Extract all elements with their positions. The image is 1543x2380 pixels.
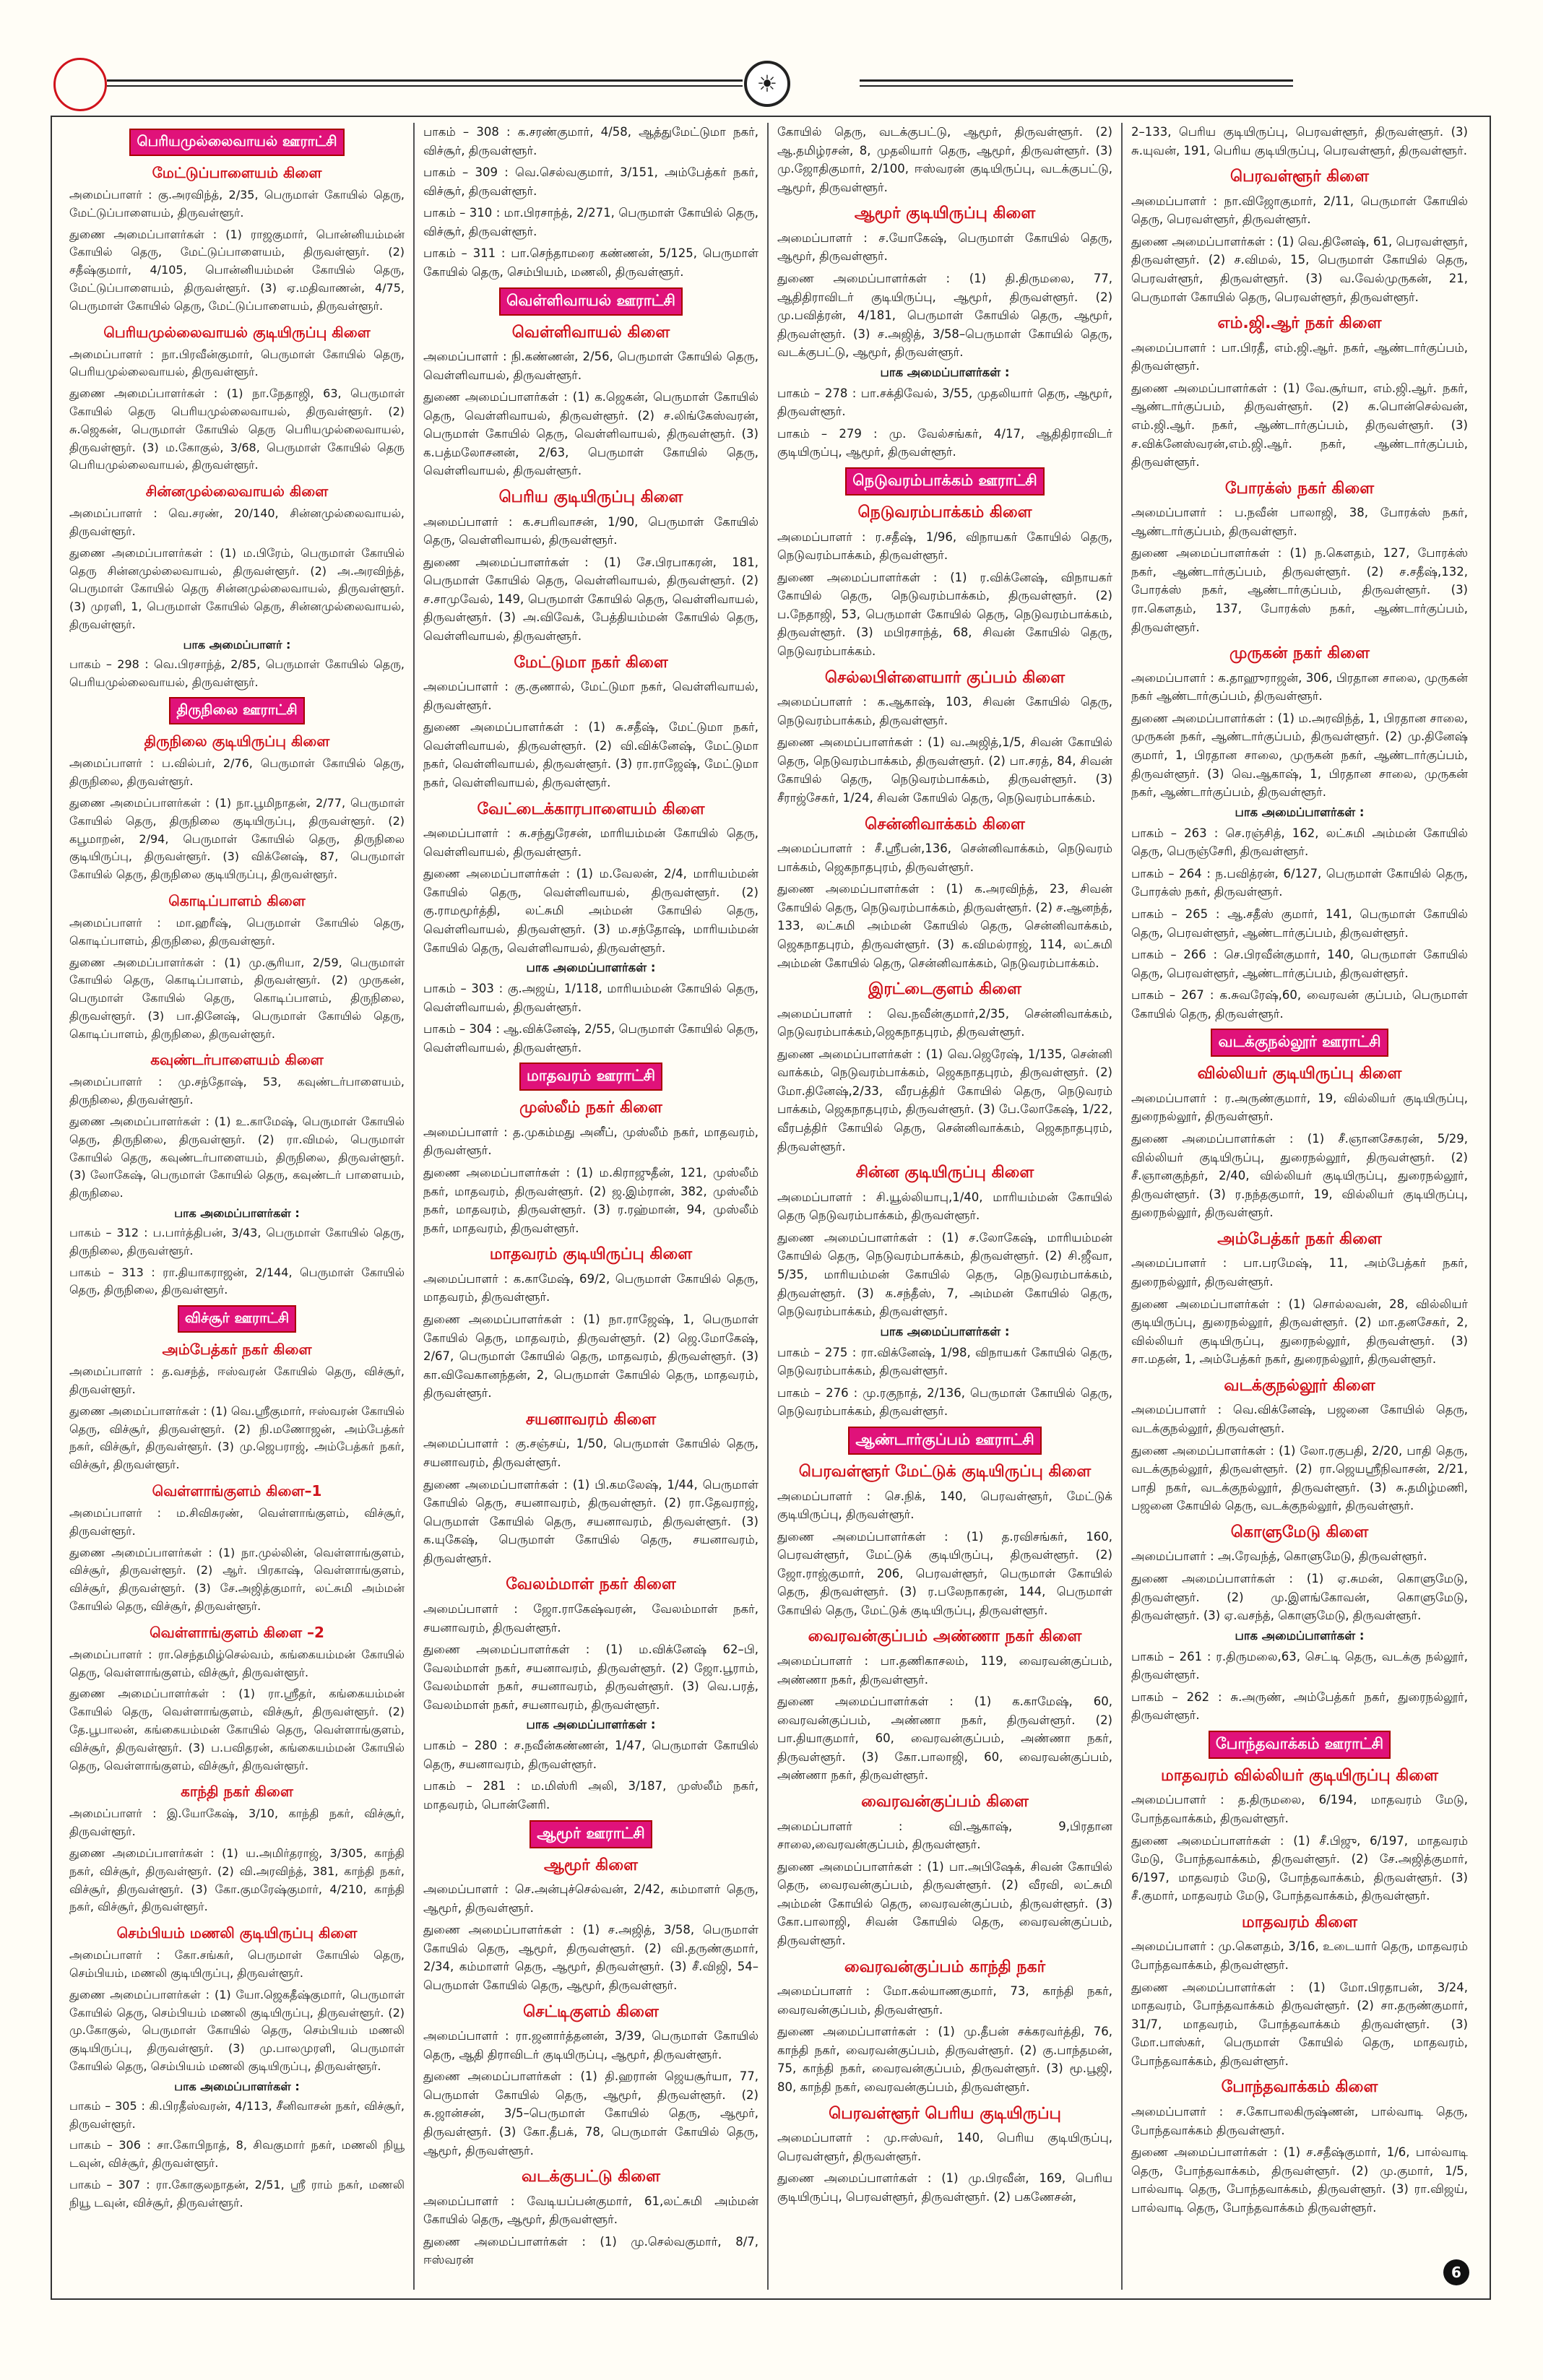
branch-heading: வெள்ளாங்குளம் கிளை–1 — [152, 1482, 322, 1500]
branch-heading: காந்தி நகர் கிளை — [181, 1783, 293, 1801]
member-entry: அமைப்பாளர் : கு.குணால், மேட்டுமா நகர், வெள்ளிவாயல், திருவள்ளூர். — [423, 680, 758, 712]
branch-heading: வெள்ளாங்குளம் கிளை –2 — [150, 1623, 324, 1641]
member-entry: அமைப்பாளர் : ரா.செந்தமிழ்செல்வம், கங்கையம்மன் கோயில் தெரு, வெள்ளாங்குளம், விச்சூர், திருவள்ளூர். — [69, 1647, 405, 1679]
member-entry: துணை அமைப்பாளர்கள் : (1) நா.முல்லின், வெள்ளாங்குளம், விச்சூர், திருவள்ளூர். (2) ஆர். பிரகாஷ், வெள்ளாங்குளம், விச்சூர், திருவள்ளூர். (3) சே.அஜித்குமார், லட்சுமி அம்மன் கோயில் தெரு, விச்சூர், திருவள்ளூர். — [69, 1545, 405, 1614]
page-number: 6 — [1443, 2259, 1469, 2285]
branch-heading: நெடுவரம்பாக்கம் கிளை — [857, 503, 1032, 522]
branch-block — [1131, 2077, 1468, 2217]
member-entry: துணை அமைப்பாளர்கள் : (1) ம.விக்னேஷ் 62–பி, வேலம்மாள் நகர், சயனாவரம், திருவள்ளூர். (2) ஜோ.பூராம், வேலம்மாள் நகர், சயனாவரம், திருவள்ளூர். (3) வெ.பரத், வேலம்மாள் நகர், சயனாவரம், திருவள்ளூர். — [423, 1643, 758, 1712]
booth-entry: பாகம் – 312 : ப.பார்த்திபன், 3/43, பெருமாள் கோயில் தெரு, திருநிலை, திருவள்ளூர். — [69, 1226, 405, 1258]
booth-entry: பாகம் – 265 : ஆ.சதீஸ் குமார், 141, பெருமாள் கோயில் தெரு, பெரவள்ளூர், ஆண்டார்குப்பம், திருவள்ளூர். — [1131, 906, 1468, 940]
branch-block — [777, 123, 1112, 196]
booth-organizers-subheading: பாக அமைப்பாளர்கள் : — [174, 1206, 300, 1221]
panchayat-banner: வெள்ளிவாயல் ஊராட்சி — [499, 287, 683, 316]
page-header — [51, 51, 1495, 116]
member-entry: அமைப்பாளர் : சி.யூல்லியாபு,1/40, மாரியம்மன் கோயில் தெரு நெடுவரம்பாக்கம், திருவள்ளூர். — [777, 1190, 1112, 1223]
branch-heading: முருகன் நகர் கிளை — [1229, 644, 1370, 663]
member-entry: அமைப்பாளர் : பா.பிரதீ, எம்.ஜி.ஆர். நகர், ஆண்டார்குப்பம், திருவள்ளூர். — [1131, 340, 1468, 373]
member-entry: அமைப்பாளர் : சு.சந்துரேசன், மாரியம்மன் கோயில் தெரு, வெள்ளிவாயல், திருவள்ளூர். — [423, 826, 758, 859]
branch-block — [777, 1957, 1112, 2097]
branch-block — [69, 323, 405, 475]
branch-block — [69, 1782, 405, 1916]
member-entry: அமைப்பாளர் : ப.நவீன் பாலாஜி, 38, போரக்ஸ் நகர், ஆண்டார்குப்பம், திருவள்ளூர். — [1131, 506, 1468, 538]
member-entry: அமைப்பாளர் : மு.கௌதம், 3/16, உடையார் தெரு, மாதவரம் போந்தவாக்கம், திருவள்ளூர். — [1131, 1939, 1468, 1972]
member-entry: அமைப்பாளர் : மா.ஹரீஷ், பெருமாள் கோயில் தெரு, கொடிப்பாளம், திருநிலை, திருவள்ளூர். — [69, 915, 405, 948]
booth-entry: பாகம் – 266 : செ.பிரவீன்குமார், 140, பெருமாள் கோயில் தெரு, பெரவள்ளூர், ஆண்டார்குப்பம், திருவள்ளூர். — [1131, 948, 1468, 980]
member-entry: அமைப்பாளர் : வேடியப்பன்குமார், 61,லட்சுமி அம்மன் கோயில் தெரு, ஆமூர், திருவள்ளூர். — [423, 2194, 758, 2227]
booth-entry: பாகம் – 304 : ஆ.விக்னேஷ், 2/55, பெருமாள் கோயில் தெரு, வெள்ளிவாயல், திருவள்ளூர். — [423, 1022, 758, 1055]
branch-block — [423, 800, 758, 1057]
branch-heading: செல்லபிள்ளையார் குப்பம் கிளை — [824, 668, 1066, 687]
branch-block — [69, 1050, 405, 1299]
member-entry: அமைப்பாளர் : க.தாஹுராஜன், 306, பிரதான சாலை, முருகன் நகர் ஆண்டார்குப்பம், திருவள்ளூர். — [1131, 670, 1468, 704]
panchayat-banner: திருநிலை ஊராட்சி — [169, 697, 304, 724]
booth-entry: பாகம் – 262 : சு.அருண், அம்பேத்கர் நகர், துரைநல்லூர், திருவள்ளூர். — [1131, 1689, 1468, 1723]
booth-entry: பாகம் – 279 : மு. வேல்சங்கர், 4/17, ஆதிதிராவிடர் குடியிருப்பு, ஆமூர், திருவள்ளூர். — [777, 426, 1112, 459]
panchayat-banner: விச்சூர் ஊராட்சி — [178, 1305, 296, 1333]
member-entry: அமைப்பாளர் : ச.யோகேஷ், பெருமாள் கோயில் தெரு, ஆமூர், திருவள்ளூர். — [777, 230, 1112, 264]
member-entry: துணை அமைப்பாளர்கள் : (1) பா.அபிஷேக், சிவன் கோயில் தெரு, வைரவன்குப்பம், திருவள்ளூர். (2) வீரவி, லட்சுமி அம்மன் கோயில் தெரு, வைரவன்குப்பம், திருவள்ளூர். (3) கோ.பாலாஜி, சிவன் கோயில் தெரு, வைரவன்குப்பம், திருவள்ளூர். — [777, 1859, 1112, 1947]
member-entry: துணை அமைப்பாளர்கள் : (1) உ.காமேஷ், பெருமாள் கோயில் தெரு, திருநிலை, திருவள்ளூர். (2) ரா.விமல், பெருமாள் கோயில் தெரு, கவுண்டர்பாளையம், திருநிலை, திருவள்ளூர். (3) லோகேஷ், பெருமாள் கோயில் தெரு, கவுண்டர் பாளையம், திருநிலை. — [69, 1115, 405, 1200]
branch-block — [69, 1924, 405, 2212]
booth-organizers-subheading: பாக அமைப்பாளர்கள் : — [880, 1324, 1010, 1338]
member-entry: துணை அமைப்பாளர்கள் : (1) சீ.ஞானசேகரன், 5/29, வில்லியர் குடியிருப்பு, துரைநல்லூர், திருவள்ளூர். (2) சீ.ஞானகுந்தர், 2/40, வில்லியர் குடியிருப்பு, துரைநல்லூர், திருவள்ளூர். (3) ர.நந்தகுமார், 19, வில்லியர் குடியிருப்பு, துரைநல்லூர், திருவள்ளூர். — [1131, 1132, 1468, 1220]
booth-entry: பாகம் – 298 : வெ.பிரசாந்த், 2/85, பெருமாள் கோயில் தெரு, பெரியமுல்லைவாயல், திருவள்ளூர். — [69, 657, 405, 689]
booth-entry: பாகம் – 275 : ரா.விக்னேஷ், 1/98, விநாயகர் கோயில் தெரு, நெடுவரம்பாக்கம், திருவள்ளூர். — [777, 1345, 1112, 1378]
booth-entry: பாகம் – 261 : ர.திருமலை,63, செட்டி தெரு, வடக்கு நல்லூர், திருவள்ளூர். — [1131, 1649, 1468, 1682]
branch-block — [423, 2002, 758, 2160]
booth-entry: பாகம் – 305 : கி.பிரதீஸ்வரன், 4/113, சீனிவாசன் நகர், விச்சூர், திருவள்ளூர். — [69, 2098, 405, 2131]
member-entry: துணை அமைப்பாளர்கள் : (1) ம.பிரேம், பெருமாள் கோயில் தெரு சின்னமுல்லைவாயல், திருவள்ளூர். (2) அ.அரவிந்த், பெருமாள் கோயில் தெரு சின்னமுல்லைவாயல், திருவள்ளூர். (3) முரளி, 1, பெருமாள் கோயில் தெரு, சின்னமுல்லைவாயல், திருவள்ளூர். — [69, 545, 405, 631]
branch-block — [1131, 123, 1468, 160]
booth-organizers-subheading: பாக அமைப்பாளர்கள் : — [526, 1718, 656, 1732]
member-entry: அமைப்பாளர் : ரா.ஜனார்த்தனன், 3/39, பெருமாள் கோயில் தெரு, ஆதி திராவிடர் குடியிருப்பு, ஆமூர், திருவள்ளூர். — [423, 2029, 758, 2061]
member-entry: துணை அமைப்பாளர்கள் : (1) நா.நேதாஜி, 63, பெருமாள் கோயில் தெரு பெரியமுல்லைவாயல், திருவள்ளூர். (2) சு.ஜெகன், பெருமாள் கோயில் தெரு பெரியமுல்லைவாயல், திருவள்ளூர். (3) ம.கோகுல், 3/68, பெருமாள் கோயில் தெரு பெரியமுல்லைவாயல், திருவள்ளூர். — [69, 386, 405, 472]
branch-block — [1131, 1523, 1468, 1725]
member-entry: துணை அமைப்பாளர்கள் : (1) மு.செல்வகுமார், 8/7, ஈஸ்வரன் — [423, 2234, 758, 2267]
member-entry: துணை அமைப்பாளர்கள் : (1) ம.வேலன், 2/4, மாரியம்மன் கோயில் தெரு, வெள்ளிவாயல், திருவள்ளூர். (2) கு.ராமமூர்த்தி, லட்சுமி அம்மன் கோயில் தெரு, வெள்ளிவாயல், திருவள்ளூர். (3) ம.சந்தோஷ், மாரியம்மன் கோயில் தெரு, வெள்ளிவாயல், திருவள்ளூர். — [423, 867, 758, 955]
branch-block — [1131, 1229, 1468, 1369]
member-entry: துணை அமைப்பாளர்கள் : (1) ச.அஜித், 3/58, பெருமாள் கோயில் தெரு, ஆமூர், திருவள்ளூர். (2) வி.தருண்குமார், 2/34, கம்மாளர் தெரு, ஆமூர், திருவள்ளூர். (3) சீ.விஜி, 54–பெருமாள் கோயில் தெரு, ஆமூர், திருவள்ளூர். — [423, 1923, 758, 1992]
branch-block — [423, 2167, 758, 2269]
member-entry: துணை அமைப்பாளர்கள் : (1) ர.விக்னேஷ், விநாயகர் கோயில் தெரு, நெடுவரம்பாக்கம், திருவள்ளூர். (2) ப.நேதாஜி, 53, பெருமாள் கோயில் தெரு, நெடுவரம்பாக்கம், திருவள்ளூர். (3) மபிரசாந்த், 68, சிவன் கோயில் தெரு, நெடுவரம்பாக்கம். — [777, 570, 1112, 658]
branch-heading: எம்.ஜி.ஆர் நகர் கிளை — [1217, 314, 1382, 333]
branch-block — [69, 1623, 405, 1775]
member-entry: அமைப்பாளர் : வெ.விக்னேஷ், பஜனை கோயில் தெரு, வடக்குநல்லூர், திருவள்ளூர். — [1131, 1403, 1468, 1435]
member-entry: அமைப்பாளர் : மோ.கல்யாணகுமார், 73, காந்தி நகர், வைரவன்குப்பம், திருவள்ளூர். — [777, 1984, 1112, 2017]
member-entry: துணை அமைப்பாளர்கள் : (1) மு.பிரவீன், 169, பெரிய குடியிருப்பு, பெரவள்ளூர், திருவள்ளூர். (2) பகணேசன், — [777, 2171, 1112, 2204]
branch-heading: இரட்டைகுளம் கிளை — [868, 980, 1021, 999]
branch-block — [1131, 1913, 1468, 2071]
member-entry: துணை அமைப்பாளர்கள் : (1) லோ.ரகுபதி, 2/20, பாதி தெரு, வடக்குநல்லூர், திருவள்ளூர். (2) ரா.ஜெயஸ்ரீநிவாசன், 2/21, பாதி நகர், வடக்குநல்லூர், திருவள்ளூர். (3) சு.தமிழ்மணி, பஜனை கோயில் தெரு, வடக்குநல்லூர், திருவள்ளூர். — [1131, 1443, 1468, 1513]
member-entry: அமைப்பாளர் : கு.சஞ்சய், 1/50, பெருமாள் கோயில் தெரு, சயனாவரம், திருவள்ளூர். — [423, 1437, 758, 1469]
branch-heading: போரக்ஸ் நகர் கிளை — [1224, 479, 1375, 498]
member-entry: துணை அமைப்பாளர்கள் : (1) தி.ஹரான் ஜெயசூர்யா, 77, பெருமாள் கோயில் தெரு, ஆமூர், திருவள்ளூர். (2) சு.ஜான்சன், 3/5–பெருமாள் கோயில் தெரு, ஆமூர், திருவள்ளூர். (3) கோ.தீபக், 78, பெருமாள் கோயில் தெரு, ஆமூர், திருவள்ளூர். — [423, 2069, 758, 2158]
member-entry: அமைப்பாளர் : நா.பிரவீன்குமார், பெருமாள் கோயில் தெரு, பெரியமுல்லைவாயல், திருவள்ளூர். — [69, 347, 405, 379]
sun-rising-icon: ☀ — [744, 61, 790, 107]
member-entry: துணை அமைப்பாளர்கள் : (1) க.ஜெகன், பெருமாள் கோயில் தெரு, வெள்ளிவாயல், திருவள்ளூர். (2) ச.லிங்கேஸ்வரன், பெருமாள் கோயில் தெரு, வெள்ளிவாயல், திருவள்ளூர். (3) க.பத்மலோசனன், 2/63, பெருமாள் கோயில் தெரு, வெள்ளிவாயல், திருவள்ளூர். — [423, 390, 758, 478]
header-rule-left-thin — [107, 85, 743, 87]
branch-block — [777, 1462, 1112, 1620]
member-entry: துணை அமைப்பாளர்கள் : (1) சீ.பிஜு, 6/197, மாதவரம் மேடு, போந்தவாக்கம், திருவள்ளூர். (2) சே.அஜித்குமார், 6/197, மாதவரம் மேடு, போந்தவாக்கம், திருவள்ளூர். (3) சீ.குமார், மாதவரம் மேடு, போந்தவாக்கம், திருவள்ளூர். — [1131, 1833, 1468, 1903]
member-entry: கோயில் தெரு, வடக்குபட்டு, ஆமூர், திருவள்ளூர். (2) ஆ.தமிழ்ரசன், 8, முதலியார் தெரு, ஆமூர், திருவள்ளூர். (3) மு.ஜோதிகுமார், 2/100, ஈஸ்வரன் குடியிருப்பு, வடக்குபட்டு, ஆமூர், திருவள்ளூர். — [777, 125, 1112, 194]
branch-block — [777, 979, 1112, 1156]
member-entry: துணை அமைப்பாளர்கள் : (1) ந.கௌதம், 127, போரக்ஸ் நகர், ஆண்டார்குப்பம், திருவள்ளூர். (2) ச.சதீஷ்,132, போரக்ஸ் நகர், ஆண்டார்குப்பம், திருவள்ளூர். (3) ரா.கௌதம், 137, போரக்ஸ் நகர், ஆண்டார்குப்பம், திருவள்ளூர். — [1131, 546, 1468, 634]
booth-organizers-subheading: பாக அமைப்பாளர்கள் : — [1235, 805, 1365, 819]
member-entry: துணை அமைப்பாளர்கள் : (1) சே.பிரபாகரன், 181, பெருமாள் கோயில் தெரு, வெள்ளிவாயல், திருவள்ளூர். (2) ச.சாமுவேல், 149, பெருமாள் கோயில் தெரு, வெள்ளிவாயல், திருவள்ளூர். (3) அ.விவேக், பேத்தியம்மன் கோயில் தெரு, வெள்ளிவாயல், திருவள்ளூர். — [423, 555, 758, 643]
member-entry: துணை அமைப்பாளர்கள் : (1) ராஜகுமார், பொன்னியம்மன் கோயில் தெரு, மேட்டுப்பாளையம், திருவள்ளூர். (2) சதீஷ்குமார், 4/105, பொன்னியம்மன் கோயில் தெரு, மேட்டுப்பாளையம், திருவள்ளூர். (3) ஏ.மதிவாணன், 4/75, பெருமாள் கோயில் தெரு, மேட்டுப்பாளையம், திருவள்ளூர். — [69, 227, 405, 313]
member-entry: அமைப்பாளர் : க.ஆகாஷ், 103, சிவன் கோயில் தெரு, நெடுவரம்பாக்கம், திருவள்ளூர். — [777, 695, 1112, 727]
member-entry: அமைப்பாளர் : இ.யோகேஷ், 3/10, காந்தி நகர், விச்சூர், திருவள்ளூர். — [69, 1806, 405, 1839]
member-entry: துணை அமைப்பாளர்கள் : (1) மோ.பிரதாபன், 3/24, மாதவரம், போந்தவாக்கம் திருவள்ளூர். (2) சா.தருண்குமார், 31/7, மாதவரம், போந்தவாக்கம் திருவள்ளூர். (3) மோ.பாஸ்கர், பெருமாள் கோயில் தெரு, மாதவரம், போந்தவாக்கம், திருவள்ளூர். — [1131, 1980, 1468, 2068]
member-entry: அமைப்பாளர் : த.வசந்த், ஈஸ்வரன் கோயில் தெரு, விச்சூர், திருவள்ளூர். — [69, 1364, 405, 1397]
branch-heading: வேலம்மாள் நகர் கிளை — [506, 1575, 676, 1594]
member-entry: அமைப்பாளர் : க.சபரிவாசன், 1/90, பெருமாள் கோயில் தெரு, வெள்ளிவாயல், திருவள்ளூர். — [423, 514, 758, 548]
branch-heading: வடக்குபட்டு கிளை — [522, 2168, 660, 2186]
branch-heading: வேட்டைக்காரபாளையம் கிளை — [477, 800, 705, 818]
column-1 — [61, 123, 415, 2290]
column-2 — [415, 123, 769, 2290]
branch-heading: பெரிய குடியிருப்பு கிளை — [498, 488, 683, 507]
branch-block — [423, 123, 758, 282]
column-4 — [1123, 123, 1477, 2290]
branch-block — [69, 1340, 405, 1474]
branch-block — [423, 1098, 758, 1237]
booth-entry: பாகம் – 276 : மு.ரகுநாத், 2/136, பெருமாள் கோயில் தெரு, நெடுவரம்பாக்கம், திருவள்ளூர். — [777, 1385, 1112, 1419]
member-entry: துணை அமைப்பாளர்கள் : (1) ச.சதீஷ்குமார், 1/6, பால்வாடி தெரு, போந்தவாக்கம், திருவள்ளூர். (2) மு.குமார், 1/5, பால்வாடி தெரு, போந்தவாக்கம், திருவள்ளூர். (3) ரா.விஜய், பால்வாடி தெரு, போந்தவாக்கம் திருவள்ளூர். — [1131, 2145, 1468, 2215]
member-entry: துணை அமைப்பாளர்கள் : (1) வே.சூர்யா, எம்.ஜி.ஆர். நகர், ஆண்டார்குப்பம், திருவள்ளூர். (2) க.பொன்செல்வன், எம்.ஜி.ஆர். நகர், ஆண்டார்குப்பம், திருவள்ளூர். (3) ச.விக்னேஸ்வரன்,எம்.ஜி.ஆர். நகர், ஆண்டார்குப்பம், திருவள்ளூர். — [1131, 381, 1468, 469]
member-entry: அமைப்பாளர் : ப.வில்பர், 2/76, பெருமாள் கோயில் தெரு, திருநிலை, திருவள்ளூர். — [69, 756, 405, 789]
booth-entry: பாகம் – 267 : க.சுவரேஷ்,60, வைரவன் குப்பம், பெருமாள் கோயில் தெரு, திருவள்ளூர். — [1131, 988, 1468, 1021]
branch-heading: வைரவன்குப்பம் காந்தி நகர் — [844, 1957, 1046, 1976]
member-entry: அமைப்பாளர் : கோ.சங்கர், பெருமாள் கோயில் தெரு, செம்பியம், மணலி குடியிருப்பு, திருவள்ளூர். — [69, 1948, 405, 1980]
member-entry: அமைப்பாளர் : மு.சந்தோஷ், 53, கவுண்டர்பாளையம், திருநிலை, திருவள்ளூர். — [69, 1075, 405, 1107]
booth-entry: பாகம் – 264 : ந.பவித்ரன், 6/127, பெருமாள் கோயில் தெரு, போரக்ஸ் நகர், திருவள்ளூர். — [1131, 866, 1468, 899]
booth-entry: பாகம் – 307 : ரா.கோகுலநாதன், 2/51, ஸ்ரீ ராம் நகர், மணலி நியூ டவுன், விச்சூர், திருவள்ளூர். — [69, 2177, 405, 2210]
branch-block — [69, 482, 405, 691]
member-entry: அமைப்பாளர் : மு.ஈஸ்வர், 140, பெரிய குடியிருப்பு, பெரவள்ளூர், திருவள்ளூர். — [777, 2131, 1112, 2163]
branch-heading: வடக்குநல்லூர் கிளை — [1224, 1376, 1375, 1395]
member-entry: துணை அமைப்பாளர்கள் : (1) நா.ராஜேஷ், 1, பெருமாள் கோயில் தெரு, மாதவரம், திருவள்ளூர். (2) ஜெ.மோகேஷ், 2/67, பெருமாள் கோயில் தெரு, மாதவரம், திருவள்ளூர். (3) கா.விவேகானந்தன், 2, பெருமாள் கோயில் தெரு, மாதவரம், திருவள்ளூர். — [423, 1312, 758, 1401]
booth-organizers-subheading: பாக அமைப்பாளர்கள் : — [174, 2079, 300, 2093]
member-entry: அமைப்பாளர் : செ.அன்புச்செல்வன், 2/42, கம்மாளர் தெரு, ஆமூர், திருவள்ளூர். — [423, 1882, 758, 1915]
branch-block — [69, 163, 405, 316]
branch-heading: அம்பேத்கர் நகர் கிளை — [162, 1341, 312, 1359]
member-entry: அமைப்பாளர் : சீ.ஸ்ரீபன்,136, சென்னிவாக்கம், நெடுவரம் பாக்கம், ஜெகநாதபுரம், திருவள்ளூர். — [777, 841, 1112, 874]
branch-block — [1131, 313, 1468, 472]
branch-block — [1131, 644, 1468, 1023]
branch-heading: பெரவள்ளூர் மேட்டுக் குடியிருப்பு கிளை — [798, 1462, 1092, 1481]
member-entry: துணை அமைப்பாளர்கள் : (1) க.அரவிந்த், 23, சிவன் கோயில் தெரு, நெடுவரம்பாக்கம், திருவள்ளூர். (2) ச.ஆனந்த், 133, லட்சுமி அம்மன் கோயில் தெரு, சென்னிவாக்கம், ஜெகநாதபுரம், திருவள்ளூர். (3) க.விமல்ராஜ், 114, லட்சுமி அம்மன் கோயில் தெரு, சென்னிவாக்கம், நெடுவரம்பாக்கம். — [777, 882, 1112, 970]
member-entry: துணை அமைப்பாளர்கள் : (1) யோ.ஜெகதீஷ்குமார், பெருமாள் கோயில் தெரு, செம்பியம் மணலி குடியிருப்பு, திருவள்ளூர். (2) மு.கோகுல், பெருமாள் கோயில் தெரு, செம்பியம் மணலி குடியிருப்பு, திருவள்ளூர். (3) மு.பாலமுரளி, பெருமாள் கோயில் தெரு, செம்பியம் மணலி குடியிருப்பு, திருவள்ளூர். — [69, 1987, 405, 2073]
member-entry: அமைப்பாளர் : வி.ஆகாஷ், 9,பிரதான சாலை,வைரவன்குப்பம், திருவள்ளூர். — [777, 1819, 1112, 1852]
branch-heading: வெள்ளிவாயல் கிளை — [511, 323, 670, 342]
branch-block — [1131, 1766, 1468, 1905]
branch-heading: மாதவரம் வில்லியர் குடியிருப்பு கிளை — [1160, 1766, 1439, 1785]
member-entry: துணை அமைப்பாளர்கள் : (1) ம.கிராஜுதீன், 121, முஸ்லீம் நகர், மாதவரம், திருவள்ளூர். (2) ஜ.இம்ரான், 382, முஸ்லீம் நகர், மாதவரம், திருவள்ளூர். (3) ர.ரஹ்மான், 94, முஸ்லீம் நகர், மாதவரம், திருவள்ளூர். — [423, 1166, 758, 1235]
branch-block — [69, 1481, 405, 1616]
branch-block — [777, 668, 1112, 808]
header-rule-right-thin — [860, 85, 1293, 87]
member-entry: அமைப்பாளர் : ச.கோபாலகிருஷ்ணன், பால்வாடி தெரு, போந்தவாக்கம் திருவள்ளூர். — [1131, 2104, 1468, 2137]
branch-heading: செம்பியம் மணலி குடியிருப்பு கிளை — [116, 1924, 358, 1942]
member-entry: துணை அமைப்பாளர்கள் : (1) வெ.ஸ்ரீகுமார், ஈஸ்வரன் கோயில் தெரு, விச்சூர், திருவள்ளூர். (2) நி.மணோஜன், அம்பேத்கர் நகர், விச்சூர், திருவள்ளூர். (3) மு.ஜெபராஜ், அம்பேத்கர் நகர், விச்சூர், திருவள்ளூர். — [69, 1403, 405, 1472]
member-entry: அமைப்பாளர் : கு.அரவிந்த், 2/35, பெருமாள் கோயில் தெரு, மேட்டுப்பாளையம், திருவள்ளூர். — [69, 188, 405, 220]
member-entry: அமைப்பாளர் : நி.கண்ணன், 2/56, பெருமாள் கோயில் தெரு, வெள்ளிவாயல், திருவள்ளூர். — [423, 350, 758, 382]
branch-heading: சின்னமுல்லைவாயல் கிளை — [145, 483, 329, 501]
column-3 — [769, 123, 1123, 2290]
branch-heading: சயனாவரம் கிளை — [525, 1410, 657, 1429]
branch-heading: முஸ்லீம் நகர் கிளை — [519, 1099, 662, 1117]
booth-entry: பாகம் – 313 : ரா.தியாகராஜன், 2/144, பெருமாள் கோயில் தெரு, திருநிலை, திருவள்ளூர். — [69, 1265, 405, 1297]
member-entry: அமைப்பாளர் : த.முகம்மது அனீப், முஸ்லீம் நகர், மாதவரம், திருவள்ளூர். — [423, 1125, 758, 1158]
branch-heading: போந்தவாக்கம் கிளை — [1221, 2078, 1378, 2097]
branch-heading: கொளுமேடு கிளை — [1230, 1523, 1369, 1541]
member-entry: துணை அமைப்பாளர்கள் : (1) வ.அஜித்,1/5, சிவன் கோயில் தெரு, நெடுவரம்பாக்கம், திருவள்ளூர். (2) பா.சரத், 84, சிவன் கோயில் தெரு, நெடுவரம்பாக்கம், திருவள்ளூர். (3) சீராஜ்சேகர், 1/24, சிவன் கோயில் தெரு, நெடுவரம்பாக்கம். — [777, 735, 1112, 805]
member-entry: துணை அமைப்பாளர்கள் : (1) ரா.ஸ்ரீதர், கங்கையம்மன் கோயில் தெரு, வெள்ளாங்குளம், விச்சூர், திருவள்ளூர். (2) தே.பூபாலன், கங்கையம்மன் கோயில் தெரு, வெள்ளாங்குளம், விச்சூர், திருவள்ளூர். (3) ப.பவிதரன், கங்கையம்மன் கோயில் தெரு, வெள்ளாங்குளம், விச்சூர், திருவள்ளூர். — [69, 1687, 405, 1773]
branch-heading: ஆமூர் குடியிருப்பு கிளை — [854, 204, 1036, 223]
branch-heading: கவுண்டர்பாளையம் கிளை — [150, 1051, 324, 1069]
member-entry: பாகம் – 310 : மா.பிரசாந்த், 2/271, பெருமாள் கோயில் தெரு, விச்சூர், திருவள்ளூர். — [423, 206, 758, 238]
branch-block — [423, 653, 758, 792]
member-entry: அமைப்பாளர் : செ.நிக், 140, பெரவள்ளூர், மேட்டுக் குடியிருப்பு, திருவள்ளூர். — [777, 1489, 1112, 1522]
booth-entry: பாகம் – 306 : சா.கோபிநாத், 8, சிவகுமார் நகர், மணலி நியூ டவுன், விச்சூர், திருவள்ளூர். — [69, 2138, 405, 2171]
article-columns — [61, 123, 1477, 2290]
member-entry: 2–133, பெரிய குடியிருப்பு, பெரவள்ளூர், திருவள்ளூர். (3) சு.யுவன், 191, பெரிய குடியிருப்பு, பெரவள்ளூர், திருவள்ளூர். — [1131, 125, 1468, 157]
member-entry: துணை அமைப்பாளர்கள் : (1) த.ரவிசங்கர், 160, பெரவள்ளூர், மேட்டுக் குடியிருப்பு, திருவள்ளூர். (2) ஜோ.ராஜ்குமார், 206, பெரவள்ளூர், பெருமாள் கோயில் தெரு, திருவள்ளூர். (3) ர.பலேநாகரன், 144, பெருமாள் கோயில் தெரு, மேட்டுக் குடியிருப்பு, திருவள்ளூர். — [777, 1529, 1112, 1617]
panchayat-banner: பெரியமுல்லைவாயல் ஊராட்சி — [129, 129, 344, 156]
member-entry: துணை அமைப்பாளர்கள் : (1) தி.திருமலை, 77, ஆதிதிராவிடர் குடியிருப்பு, ஆமூர், திருவள்ளூர். (2) மு.பவித்ரன், 4/181, பெருமாள் கோயில் தெரு, ஆமூர், திருவள்ளூர். (3) ச.அஜித், 3/58–பெருமாள் கோயில் தெரு, வடக்குபட்டு, ஆமூர், திருவள்ளூர். — [777, 271, 1112, 360]
branch-heading: அம்பேத்கர் நகர் கிளை — [1217, 1229, 1382, 1248]
member-entry: துணை அமைப்பாளர்கள் : (1) ம.அரவிந்த், 1, பிரதான சாலை, முருகன் நகர், ஆண்டார்குப்பம், திருவள்ளூர். (2) மு.தினேஷ் குமார், 1, பிரதான சாலை, முருகன் நகர், ஆண்டார்குப்பம், திருவள்ளூர். (3) வெ.ஆகாஷ், 1, பிரதான சாலை, முருகன் நகர், ஆண்டார்குப்பம், திருவள்ளூர். — [1131, 711, 1468, 800]
booth-entry: பாகம் – 281 : ம.மிஸ்ரி அலி, 3/187, முஸ்லீம் நகர், மாதவரம், பொன்னேரி. — [423, 1779, 758, 1812]
member-entry: துணை அமைப்பாளர்கள் : (1) ய.அமிர்தராஜ், 3/305, காந்தி நகர், விச்சூர், திருவள்ளூர். (2) வி.அரவிந்த், 381, காந்தி நகர், விச்சூர், திருவள்ளூர். (3) கோ.குமரேஷ்குமார், 4/210, காந்தி நகர், விச்சூர், திருவள்ளூர். — [69, 1845, 405, 1914]
member-entry: அமைப்பாளர் : த.திருமலை, 6/194, மாதவரம் மேடு, போந்தவாக்கம், திருவள்ளூர். — [1131, 1793, 1468, 1826]
member-entry: துணை அமைப்பாளர்கள் : (1) நா.பூமிநாதன், 2/77, பெருமாள் கோயில் தெரு, திருநிலை குடியிருப்பு, திருவள்ளூர். (2) கபூமாறன், 2/94, பெருமாள் கோயில் தெரு, திருநிலை குடியிருப்பு, திருவள்ளூர். (3) விக்னேஷ், 87, பெருமாள் கோயில் தெரு, திருநிலை குடியிருப்பு, திருவள்ளூர். — [69, 795, 405, 882]
branch-block — [423, 1856, 758, 1995]
member-entry: அமைப்பாளர் : க.காமேஷ், 69/2, பெருமாள் கோயில் தெரு, மாதவரம், திருவள்ளூர். — [423, 1271, 758, 1304]
branch-block — [423, 323, 758, 481]
branch-heading: வில்லியர் குடியிருப்பு கிளை — [1197, 1065, 1402, 1083]
branch-block — [777, 815, 1112, 973]
branch-block — [777, 1792, 1112, 1950]
member-entry: பாகம் – 311 : பா.செந்தாமரை கண்ணன், 5/125, பெருமாள் கோயில் தெரு, செம்பியம், மணலி, திருவள்ளூர். — [423, 246, 758, 279]
panchayat-banner: வடக்குநல்லூர் ஊராட்சி — [1211, 1029, 1388, 1057]
member-entry: அமைப்பாளர் : ஜோ.ராகேஷ்வரன், வேலம்மாள் நகர், சயனாவரம், திருவள்ளூர். — [423, 1601, 758, 1635]
member-entry: பாகம் – 309 : வெ.செல்வகுமார், 3/151, அம்பேத்கர் நகர், விச்சூர், திருவள்ளூர். — [423, 165, 758, 198]
member-entry: அமைப்பாளர் : ர.சதீஷ், 1/96, விநாயகர் கோயில் தெரு, நெடுவரம்பாக்கம், திருவள்ளூர். — [777, 529, 1112, 563]
member-entry: துணை அமைப்பாளர்கள் : (1) மு.தீபன் சக்கரவர்த்தி, 76, காந்தி நகர், வைரவன்குப்பம், திருவள்ளூர். (2) கு.பாந்தமன், 75, காந்தி நகர், வைரவன்குப்பம், திருவள்ளூர். (3) மூ.பூஜி, 80, காந்தி நகர், வைரவன்குப்பம், திருவள்ளூர். — [777, 2025, 1112, 2094]
member-entry: அமைப்பாளர் : வெ.நவீன்குமார்,2/35, சென்னிவாக்கம், நெடுவரம்பாக்கம்,ஜெகநாதபுரம், திருவள்ளூர். — [777, 1006, 1112, 1039]
branch-heading: ஆமூர் கிளை — [543, 1856, 639, 1874]
branch-heading: திருநிலை குடியிருப்பு கிளை — [144, 732, 330, 750]
branch-heading: மாதவரம் கிளை — [1241, 1913, 1357, 1931]
member-entry: அமைப்பாளர் : அ.ரேவந்த், கொளுமேடு, திருவள்ளூர். — [1131, 1549, 1427, 1564]
branch-heading: பெரவள்ளூர் கிளை — [1230, 168, 1369, 186]
branch-heading: கொடிப்பாளம் கிளை — [168, 891, 306, 909]
branch-heading: வைரவன்குப்பம் அண்ணா நகர் கிளை — [808, 1627, 1082, 1646]
booth-entry: பாகம் – 278 : பா.சக்திவேல், 3/55, முதலியார் தெரு, ஆமூர், திருவள்ளூர். — [777, 386, 1112, 419]
branch-heading: பெரியமுல்லைவாயல் குடியிருப்பு கிளை — [103, 323, 371, 341]
branch-heading: மாதவரம் குடியிருப்பு கிளை — [489, 1245, 693, 1264]
branch-block — [777, 1627, 1112, 1785]
booth-organizers-subheading: பாக அமைப்பாளர் : — [183, 637, 291, 652]
member-entry: துணை அமைப்பாளர்கள் : (1) வெ.தினேஷ், 61, பெரவள்ளூர், திருவள்ளூர். (2) ச.விமல், 15, பெருமாள் கோயில் தெரு, பெரவள்ளூர், திருவள்ளூர். (3) வ.வேல்முருகன், 21, பெருமாள் கோயில் தெரு, பெரவள்ளூர், திருவள்ளூர். — [1131, 234, 1468, 304]
member-entry: துணை அமைப்பாளர்கள் : (1) க.காமேஷ், 60, வைரவன்குப்பம், அண்ணா நகர், திருவள்ளூர். (2) பா.தியாகுமார், 60, வைரவன்குப்பம், அண்ணா நகர், திருவள்ளூர். (3) கோ.பாலாஜி, 60, வைரவன்குப்பம், அண்ணா நகர், திருவள்ளூர். — [777, 1695, 1112, 1783]
header-rule-right — [860, 79, 1293, 82]
branch-heading: மேட்டுப்பாளையம் கிளை — [152, 164, 322, 181]
member-entry: அமைப்பாளர் : ம.சிவிசுரண், வெள்ளாங்குளம், விச்சூர், திருவள்ளூர். — [69, 1506, 405, 1538]
booth-entry: பாகம் – 303 : கு.அஜய், 1/118, மாரியம்மன் கோயில் தெரு, வெள்ளிவாயல், திருவள்ளூர். — [423, 982, 758, 1014]
branch-block — [1131, 167, 1468, 306]
branch-block — [777, 1163, 1112, 1421]
member-entry: துணை அமைப்பாளர்கள் : (1) வெ.ஜெரேஷ், 1/135, சென்னி வாக்கம், நெடுவரம்பாக்கம், ஜெகநாதபுரம், திருவள்ளூர். (2) மோ.தினேஷ்,2/33, வீரபத்திர் கோயில் தெரு, நெடுவரம் பாக்கம், ஜெகநாதபுரம், திருவள்ளூர். (3) பே.லோகேஷ், 1/22, வீரபத்திர் கோயில் தெரு, சென்னிவாக்கம், ஜெகநாதபுரம், திருவள்ளூர். — [777, 1047, 1112, 1154]
branch-block — [423, 1575, 758, 1814]
header-circle-ornament — [53, 58, 107, 111]
member-entry: அமைப்பாளர் : ர.அருண்குமார், 19, வில்லியர் குடியிருப்பு, துரைநல்லூர், திருவள்ளூர். — [1131, 1091, 1468, 1124]
booth-entry: பாகம் – 280 : ச.நவீன்கண்ணன், 1/47, பெருமாள் கோயில் தெரு, சயனாவரம், திருவள்ளூர். — [423, 1739, 758, 1771]
member-entry: துணை அமைப்பாளர்கள் : (1) சு.சதீஷ், மேட்டுமா நகர், வெள்ளிவாயல், திருவள்ளூர். (2) வி.விக்னேஷ், மேட்டுமா நகர், வெள்ளிவாயல், திருவள்ளூர். (3) ரா.ராஜேஷ், மேட்டுமா நகர், வெள்ளிவாயல், திருவள்ளூர். — [423, 720, 758, 789]
panchayat-banner: மாதவரம் ஊராட்சி — [519, 1063, 662, 1091]
branch-block — [1131, 1064, 1468, 1222]
branch-block — [777, 204, 1112, 462]
member-entry: துணை அமைப்பாளர்கள் : (1) ஏ.சுமன், கொளுமேடு, திருவள்ளூர். (2) மு.இளங்கோவன், கொளுமேடு, திருவள்ளூர். (3) ஏ.வசந்த், கொளுமேடு, திருவள்ளூர். — [1131, 1571, 1468, 1623]
member-entry: துணை அமைப்பாளர்கள் : (1) ச.லோகேஷ், மாரியம்மன் கோயில் தெரு, நெடுவரம்பாக்கம், திருவள்ளூர். (2) சி.ஜீவா, 5/35, மாரியம்மன் கோயில் தெரு, நெடுவரம்பாக்கம், திருவள்ளூர். (3) க.சந்தீஸ், 7, அம்மன் கோயில் தெரு, நெடுவரம்பாக்கம், திருவள்ளூர். — [777, 1230, 1112, 1319]
branch-block — [423, 1245, 758, 1403]
branch-block — [69, 891, 405, 1044]
panchayat-banner: ஆமூர் ஊராட்சி — [530, 1820, 652, 1848]
booth-organizers-subheading: பாக அமைப்பாளர்கள் : — [526, 961, 656, 975]
branch-block — [423, 1410, 758, 1568]
member-entry: அமைப்பாளர் : வெ.சரண், 20/140, சின்னமுல்லைவாயல், திருவள்ளூர். — [69, 506, 405, 538]
member-entry: துணை அமைப்பாளர்கள் : (1) பி.கமலேஷ், 1/44, பெருமாள் கோயில் தெரு, சயனாவரம், திருவள்ளூர். (2) ரா.தேவராஜ், பெருமாள் கோயில் தெரு, சயனாவரம், திருவள்ளூர். (3) க.யுகேஷ், பெருமாள் கோயில் தெரு, சயனாவரம், திருவள்ளூர். — [423, 1477, 758, 1565]
header-rule-left — [107, 79, 743, 82]
member-entry: அமைப்பாளர் : பா.பரமேஷ், 11, அம்பேத்கர் நகர், துரைநல்லூர், திருவள்ளூர். — [1131, 1256, 1468, 1289]
branch-heading: பெரவள்ளூர் பெரிய குடியிருப்பு — [829, 2104, 1061, 2123]
panchayat-banner: நெடுவரம்பாக்கம் ஊராட்சி — [845, 467, 1045, 496]
branch-block — [777, 503, 1112, 661]
branch-heading: சின்ன குடியிருப்பு கிளை — [855, 1164, 1034, 1182]
branch-block — [69, 732, 405, 884]
branch-block — [423, 488, 758, 646]
member-entry: பாகம் – 308 : க.சரண்குமார், 4/58, ஆத்துமேட்டுமா நகர், விச்சூர், திருவள்ளூர். — [423, 125, 758, 157]
branch-heading: வைரவன்குப்பம் கிளை — [861, 1793, 1029, 1811]
branch-heading: மேட்டுமா நகர் கிளை — [514, 653, 668, 672]
booth-entry: பாகம் – 263 : செ.ரஞ்சித், 162, லட்சுமி அம்மன் கோயில் தெரு, பெருஞ்சேரி, திருவள்ளூர். — [1131, 826, 1468, 859]
booth-organizers-subheading: பாக அமைப்பாளர்கள் : — [1235, 1628, 1365, 1643]
branch-block — [777, 2104, 1112, 2207]
panchayat-banner: போந்தவாக்கம் ஊராட்சி — [1209, 1731, 1391, 1759]
member-entry: அமைப்பாளர் : நா.விஜோகுமார், 2/11, பெருமாள் கோயில் தெரு, பெரவள்ளூர், திருவள்ளூர். — [1131, 194, 1468, 227]
member-entry: துணை அமைப்பாளர்கள் : (1) மு.சூரியா, 2/59, பெருமாள் கோயில் தெரு, கொடிப்பாளம், திருவள்ளூர். (2) முருகன், பெருமாள் கோயில் தெரு, கொடிப்பாளம், திருநிலை, திருவள்ளூர். (3) பா.தினேஷ், பெருமாள் கோயில் தெரு, கொடிப்பாளம், திருநிலை, திருவள்ளூர். — [69, 955, 405, 1041]
panchayat-banner: ஆண்டார்குப்பம் ஊராட்சி — [848, 1427, 1041, 1455]
branch-block — [1131, 1376, 1468, 1515]
member-entry: அமைப்பாளர் : பா.தணிகாசலம், 119, வைரவன்குப்பம், அண்ணா நகர், திருவள்ளூர். — [777, 1654, 1112, 1687]
booth-organizers-subheading: பாக அமைப்பாளர்கள் : — [880, 365, 1010, 379]
branch-heading: சென்னிவாக்கம் கிளை — [865, 815, 1025, 834]
member-entry: துணை அமைப்பாளர்கள் : (1) சொல்லவன், 28, வில்லியர் குடியிருப்பு, துரைநல்லூர், திருவள்ளூர். (2) மா.தனசேகர், 2, வில்லியர் குடியிருப்பு, துரைநல்லூர், திருவள்ளூர். (3) சா.மதன், 1, அம்பேத்கர் நகர், துரைநல்லூர், திருவள்ளூர். — [1131, 1297, 1468, 1367]
branch-block — [1131, 479, 1468, 637]
branch-heading: செட்டிகுளம் கிளை — [523, 2002, 659, 2021]
